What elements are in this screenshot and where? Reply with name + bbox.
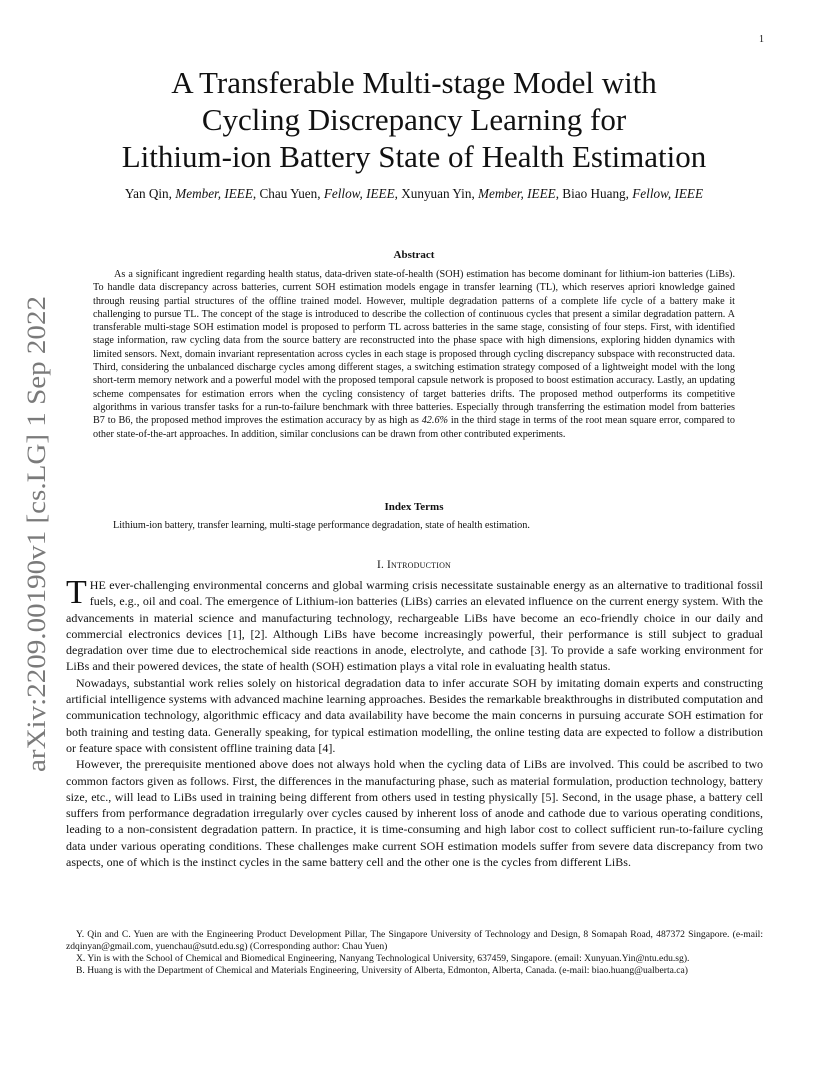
index-terms-text: Lithium-ion battery, transfer learning, multi-stage performance degradation, state of health estimation.: [113, 520, 530, 531]
drop-cap: T: [66, 574, 87, 611]
footnote: B. Huang is with the Department of Chemical and Materials Engineering, University of Alberta, Edmonton, Alberta, Canada. (e-mail: biao.huang@ualberta.ca): [76, 965, 688, 976]
author-role: Member, IEEE: [478, 186, 556, 201]
arxiv-stamp-text: arXiv:2209.00190v1 [cs.LG] 1 Sep 2022: [22, 345, 51, 772]
introduction-body: [66, 574, 763, 870]
paragraph: [66, 574, 763, 675]
section-heading: I. Introduction: [376, 559, 452, 571]
title-line: Lithium-ion Battery State of Health Estimation: [121, 139, 707, 174]
author-role: Member, IEEE: [175, 186, 253, 201]
abstract-body: [93, 268, 735, 441]
title-line: A Transferable Multi-stage Model with: [171, 65, 657, 100]
paragraph: Nowadays, substantial work relies solely on historical degradation data to infer accurate SOH by imitating domain experts and constructing artificial intelligence systems with advanced machine learning approaches. Besides the remarkable breakthroughs in distributed computation and communication technology, algorithmic efficacy and data availability have become the main concerns in pursuing accurate SOH estimation for both training and testing data. Generally speaking, for typical estimation modelling, the online testing data are expected to follow a distribution or feature space with consistent offline training data [4].: [66, 675, 763, 755]
footnote: X. Yin is with the School of Chemical and Biomedical Engineering, Nanyang Technological University, 637459, Singapore. (email: Xunyuan.Yin@ntu.edu.sg).: [76, 953, 690, 964]
title-line: Cycling Discrepancy Learning for: [201, 102, 627, 137]
abstract-highlight: 42.6%: [421, 415, 449, 427]
author-name: Yan Qin: [124, 186, 169, 201]
abstract-text: As a significant ingredient regarding health status, data-driven state-of-health (SOH) estimation has become dominant for lithium-ion batteries (LiBs). To handle data discrepancy across batteries, current SOH estimation models engage in transfer learning (TL), which reserves apriori knowledge gained through reusing partial structures of the offline trained model. However, multiple degradation patterns of a complete life cycle of a battery make it challenging to pursue TL. The concept of the stage is introduced to describe the collection of continuous cycles that present a similar degradation pattern. A transferable multi-stage SOH estimation model is proposed to perform TL across batteries in the same stage, consisting of four steps. First, with identified stage information, raw cycling data from the source battery are reconstructed into the phase space with high dimensions, exploring hidden dynamics with limited sensors. Next, domain invariant representation across cycles in each stage is proposed through cycling discrepancy subspace with reconstructed data. Third, considering the unbalanced discharge cycles among different stages, a switching estimation strategy composed of a lightweight model with the long short-term memory network and a powerful model with the proposed temporal capsule network is proposed to boost estimation accuracy. Lastly, an updating scheme compensates for estimation errors when the cycling consistency of target batteries drifts. The proposed method outperforms its competitive algorithms in various transfer tasks for a run-to-failure benchmark with three batteries. Especially through transferring the estimation model from batteries B7 to B6, the proposed method improves the estimation accuracy by as high as: [93, 269, 735, 427]
author-role: Fellow, IEEE: [323, 186, 395, 201]
index-terms-heading: Index Terms: [384, 501, 444, 513]
affiliation-footnotes: [66, 929, 763, 977]
arxiv-identifier-stamp: [16, 296, 56, 772]
paper-title: [60, 64, 768, 175]
author-role: Fellow, IEEE: [632, 186, 704, 201]
author-name: Chau Yuen: [259, 186, 318, 201]
abstract-heading: Abstract: [393, 249, 435, 261]
footnote: Y. Qin and C. Yuen are with the Engineering Product Development Pillar, The Singapore University of Technology and Design, 8 Somapah Road, 487372 Singapore. (e-mail: zdqinyan@gmail.com, yuenchau@sutd.edu.sg) (Corresponding author: Chau Yuen): [66, 929, 763, 952]
paragraph-text: HE ever-challenging environmental concerns and global warming crisis necessitate sustainable energy as an alternative to traditional fossil fuels, e.g., oil and coal. The emergence of Lithium-ion batteries (LiBs) carries an elevated influence on the current energy system. With the advancements in material science and manufacturing technology, rechargeable LiBs have become an eco-friendly choice in our daily and commercial electronics devices [1], [2]. Although LiBs have become increasingly powerful, their performance is still subject to gradual degradation over time due to electrochemical side reactions in anode, electrolyte, and cathode [3]. To provide a safe working environment for LiBs and their powered devices, the state of health (SOH) estimation plays a vital role in evaluating health status.: [66, 578, 763, 674]
author-name: Xunyuan Yin: [401, 186, 472, 201]
author-list: Yan Qin, Member, IEEE, Chau Yuen, Fellow, IEEE, Xunyuan Yin, Member, IEEE, Biao Huang, Fellow, IEEE: [124, 186, 704, 201]
abstract-text: in the third stage in terms of the root mean square error, compared to other state-of-the-art approaches. In addition, similar conclusions can be drawn from other contributed experiments.: [93, 415, 735, 440]
paragraph: However, the prerequisite mentioned above does not always hold when the cycling data of LiBs are involved. This could be ascribed to two common factors given as follows. First, the differences in the manufacturing phase, such as material formulation, production technology, battery size, etc., will lead to LiBs used in training being different from others used in testing physically [5]. Second, in the usage phase, a battery cell suffers from performance degradation irregularly over cycles caused by inherent loss of anode and cathode due to various operating conditions, leading to a non-consistent degradation pattern. In practice, it is time-consuming and high labor cost to collect sufficient run-to-failure cycling data under various operating conditions. These challenges make current SOH estimation models suffer from severe data discrepancy from two aspects, one of which is the instinct cycles in the same battery cell and the other one is the cycles from different LiBs.: [66, 757, 763, 870]
author-name: Biao Huang: [562, 186, 626, 201]
page-number: 1: [759, 34, 764, 45]
